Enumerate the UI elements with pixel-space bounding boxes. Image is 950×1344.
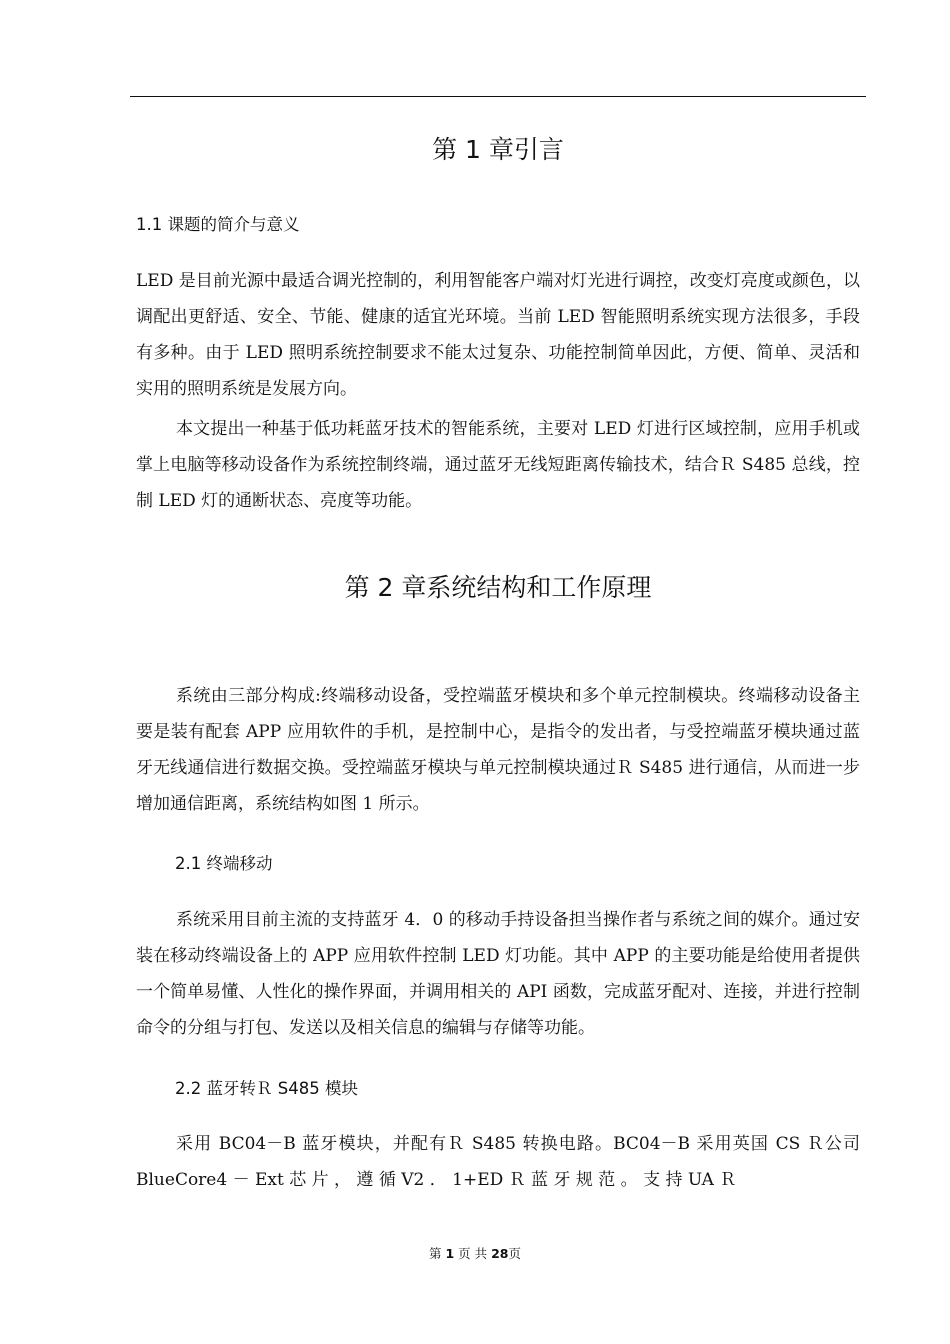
chapter-2-title: 第 2 章系统结构和工作原理 <box>344 573 652 602</box>
paragraph-1-1-b: 本文提出一种基于低功耗蓝牙技术的智能系统，主要对 LED 灯进行区域控制，应用手机或掌上电脑等移动设备作为系统控制终端，通过蓝牙无线短距离传输技术，结合Ｒ S485 总线，控制 LED 灯的通断状态、亮度等功能。 <box>136 419 860 511</box>
chapter-1-title: 第 1 章引言 <box>432 135 564 164</box>
paragraph-1-1-a: LED 是目前光源中最适合调光控制的，利用智能客户端对灯光进行调控，改变灯亮度或颜色，以调配出更舒适、安全、节能、健康的适宜光环境。当前 LED 智能照明系统实现方法很多，手段有多种。由于 LED 照明系统控制要求不能太过复杂、功能控制简单因此，方便、简单、灵活和实用的照明系统是发展方向。 <box>136 271 860 399</box>
footer-prefix: 第 <box>428 1246 442 1261</box>
page-footer <box>0 1245 950 1263</box>
section-2-1-title: 2.1 终端移动 <box>175 854 273 873</box>
footer-page-number: 1 <box>445 1246 455 1261</box>
footer-suffix: 页 <box>508 1246 522 1261</box>
footer-middle: 页 共 <box>458 1246 488 1261</box>
section-2-2-title: 2.2 蓝牙转Ｒ S485 模块 <box>175 1079 358 1098</box>
paragraph-2-1: 系统采用目前主流的支持蓝牙 4．0 的移动手持设备担当操作者与系统之间的媒介。通过安装在移动终端设备上的 APP 应用软件控制 LED 灯功能。其中 APP 的主要功能是给使用者提供一个简单易懂、人性化的操作界面，并调用相关的 API 函数，完成蓝牙配对、连接，并进行控制命令的分组与打包、发送以及相关信息的编辑与存储等功能。 <box>136 910 860 1038</box>
header-rule <box>130 96 866 97</box>
paragraph-2-2: 采用 BC04－B 蓝牙模块，并配有Ｒ S485 转换电路。BC04－B 采用英国 CS Ｒ公司 BlueCore4 － Ext 芯 片 ， 遵 循 V2 ． 1+ED Ｒ 蓝 牙 规 范 。 支 持 UA Ｒ <box>136 1134 860 1190</box>
paragraph-2-intro: 系统由三部分构成:终端移动设备，受控端蓝牙模块和多个单元控制模块。终端移动设备主要是装有配套 APP 应用软件的手机，是控制中心，是指令的发出者，与受控端蓝牙模块通过蓝牙无线通信进行数据交换。受控端蓝牙模块与单元控制模块通过Ｒ S485 进行通信，从而进一步增加通信距离，系统结构如图 1 所示。 <box>136 686 860 814</box>
section-1-1-title: 1.1 课题的简介与意义 <box>136 215 300 234</box>
footer-total-pages: 28 <box>491 1246 509 1261</box>
